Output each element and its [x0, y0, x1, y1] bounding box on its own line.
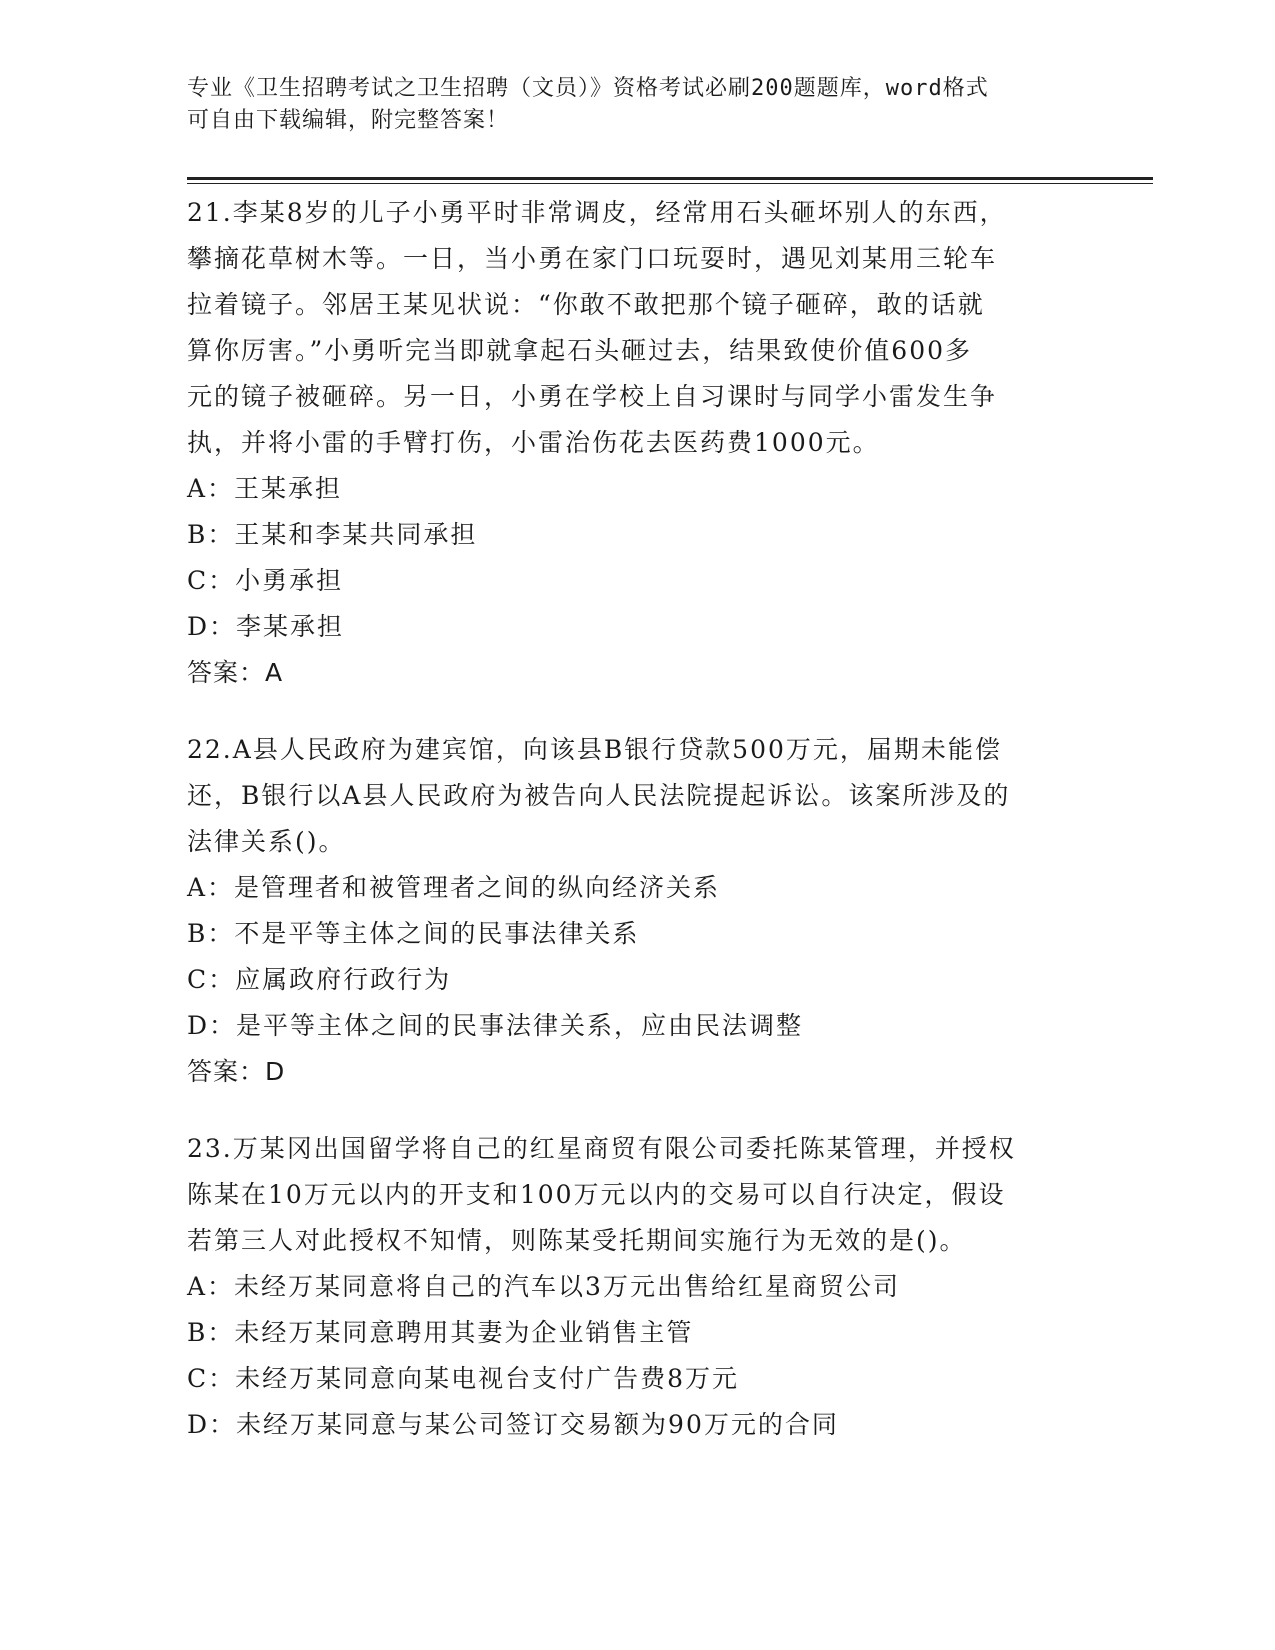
question-text-line: 元的镜子被砸碎。另一日，小勇在学校上自习课时与同学小雷发生争: [187, 382, 998, 411]
header-rule-thick: [187, 177, 1153, 180]
option-b: B：不是平等主体之间的民事法律关系: [187, 919, 640, 948]
answer: 答案：D: [187, 1057, 286, 1086]
question-text-line: 23.万某冈出国留学将自己的红星商贸有限公司委托陈某管理，并授权: [187, 1134, 1016, 1163]
option-a: A：是管理者和被管理者之间的纵向经济关系: [187, 873, 721, 902]
option-d: D：李某承担: [187, 612, 345, 641]
question-text-line: 攀摘花草树木等。一日，当小勇在家门口玩耍时，遇见刘某用三轮车: [187, 244, 998, 273]
option-d: D：未经万某同意与某公司签订交易额为90万元的合同: [187, 1410, 839, 1439]
question-text-line: 22.A县人民政府为建宾馆，向该县B银行贷款500万元，届期未能偿: [187, 735, 1002, 764]
option-d: D：是平等主体之间的民事法律关系，应由民法调整: [187, 1011, 804, 1040]
question-23: [187, 1126, 1087, 1448]
option-c: C：未经万某同意向某电视台支付广告费8万元: [187, 1364, 740, 1393]
option-c: C：应属政府行政行为: [187, 965, 452, 994]
document-header: [187, 73, 1067, 137]
question-22: [187, 727, 1087, 1095]
header-rule-thin: [187, 183, 1153, 184]
option-a: A：王某承担: [187, 474, 343, 503]
answer: 答案：A: [187, 658, 284, 687]
question-21: [187, 190, 1087, 696]
option-b: B：王某和李某共同承担: [187, 520, 478, 549]
question-text-line: 执，并将小雷的手臂打伤，小雷治伤花去医药费1000元。: [187, 428, 880, 457]
question-text-line: 还，B银行以A县人民政府为被告向人民法院提起诉讼。该案所涉及的: [187, 781, 1011, 810]
option-b: B：未经万某同意聘用其妻为企业销售主管: [187, 1318, 694, 1347]
question-text-line: 法律关系()。: [187, 827, 346, 856]
question-text-line: 若第三人对此授权不知情，则陈某受托期间实施行为无效的是()。: [187, 1226, 967, 1255]
question-text-line: 算你厉害。”小勇听完当即就拿起石头砸过去，结果致使价值600多: [187, 336, 973, 365]
question-text-line: 陈某在10万元以内的开支和100万元以内的交易可以自行决定，假设: [187, 1180, 1006, 1209]
question-text-line: 拉着镜子。邻居王某见状说：“你敢不敢把那个镜子砸碎，敢的话就: [187, 290, 985, 319]
option-a: A：未经万某同意将自己的汽车以3万元出售给红星商贸公司: [187, 1272, 900, 1301]
header-line: 可自由下载编辑，附完整答案！: [187, 108, 510, 133]
option-c: C：小勇承担: [187, 566, 344, 595]
header-line: 专业《卫生招聘考试之卫生招聘（文员）》资格考试必刷200题题库，word格式: [187, 76, 989, 101]
question-text-line: 21.李某8岁的儿子小勇平时非常调皮，经常用石头砸坏别人的东西，: [187, 198, 1007, 227]
question-list: [187, 190, 1087, 1479]
